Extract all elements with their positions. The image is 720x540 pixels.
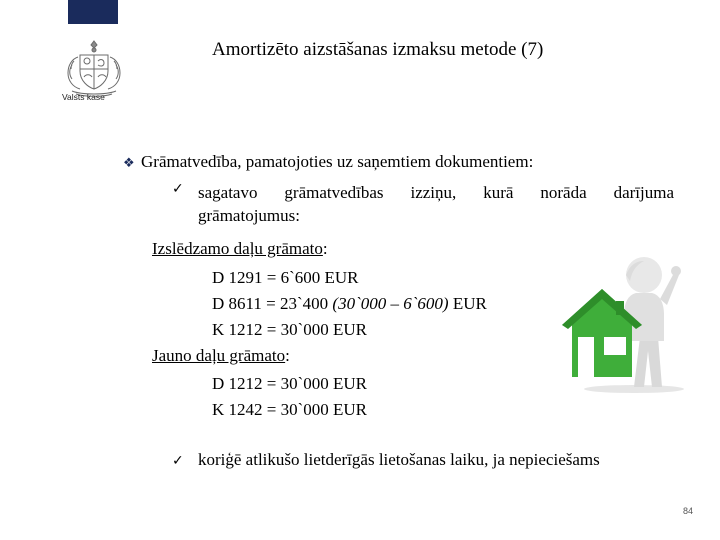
entry-line: K 1212 = 30`000 EUR xyxy=(212,320,368,339)
entry-text: D 8611 = 23`400 xyxy=(212,294,333,313)
main-bullet-text: Grāmatvedība, pamatojoties uz saņemtiem dokumentiem: xyxy=(141,152,534,171)
logo-caption: Valsts kase xyxy=(62,92,105,102)
section2-heading-text: Jauno daļu grāmato xyxy=(152,346,286,365)
entry-line: D 1291 = 6`600 EUR xyxy=(212,268,359,287)
sub-bullet xyxy=(172,181,674,227)
last-bullet xyxy=(172,450,600,470)
section1-heading-colon: : xyxy=(322,239,328,258)
entry-line: K 1242 = 30`000 EUR xyxy=(212,400,368,419)
entry-suffix: EUR xyxy=(448,294,487,313)
sub-bullet-line1: sagatavo grāmatvedības izziņu, kurā norāda darījuma xyxy=(198,183,674,202)
sub-bullet-line2: grāmatojumus: xyxy=(198,206,300,225)
section2-heading-colon: : xyxy=(285,346,290,365)
person-with-house-illustration xyxy=(556,245,696,395)
section-heading-exclude xyxy=(152,239,328,259)
entry-line: D 1212 = 30`000 EUR xyxy=(212,374,368,393)
slide-title: Amortizēto aizstāšanas izmaksu metode (7) xyxy=(212,39,544,60)
section1-heading-text: Izslēdzamo daļu grāmato xyxy=(152,239,323,258)
top-brand-bar xyxy=(68,0,118,24)
entry-line xyxy=(212,294,487,314)
page-number: 84 xyxy=(683,506,694,516)
checkmark-icon: ✓ xyxy=(172,453,184,469)
diamond-bullet-icon: ❖ xyxy=(123,156,135,171)
checkmark-icon: ✓ xyxy=(172,181,184,197)
section-heading-new xyxy=(152,346,290,366)
last-bullet-text: koriģē atlikušo lietderīgās lietošanas laiku, ja nepieciešams xyxy=(198,450,600,469)
entry-formula: (30`000 – 6`600) xyxy=(332,294,449,313)
main-bullet xyxy=(123,152,533,172)
